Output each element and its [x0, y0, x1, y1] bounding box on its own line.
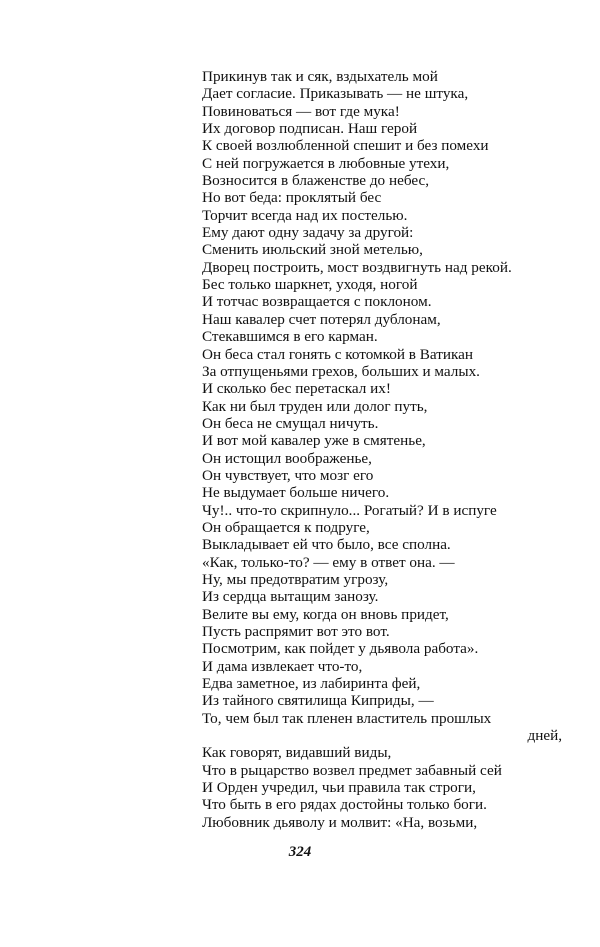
poem-line: И тотчас возвращается с поклоном.	[202, 293, 432, 311]
poem-line: Сменить июльский зной метелью,	[202, 241, 423, 259]
poem-text	[202, 68, 572, 831]
poem-line: Торчит всегда над их постелью.	[202, 206, 408, 224]
poem-line: Стекавшимся в его карман.	[202, 328, 378, 346]
poem-line: Дает согласие. Приказывать — не штука,	[202, 85, 469, 103]
poem-line: Как ни был труден или долог путь,	[202, 397, 428, 415]
poem-line: Как говорят, видавший виды,	[202, 744, 392, 762]
poem-line: Велите вы ему, когда он вновь придет,	[202, 605, 449, 623]
poem-line: Он обращается к подруге,	[202, 518, 370, 536]
poem-line: К своей возлюбленной спешит и без помехи	[202, 137, 489, 155]
poem-line: Пусть распрямит вот это вот.	[202, 623, 390, 640]
poem-line: Едва заметное, из лабиринта фей,	[202, 675, 421, 693]
poem-line: То, чем был так пленен властитель прошлых	[202, 709, 492, 727]
poem-line: Прикинув так и сяк, вздыхатель мой	[202, 68, 438, 85]
poem-line: И сколько бес перетаскал их!	[202, 380, 391, 398]
poem-line: Он чувствует, что мозг его	[202, 466, 374, 484]
poem-line: С ней погружается в любовные утехи,	[202, 154, 450, 172]
poem-line: Он беса стал гонять с котомкой в Ватикан	[202, 345, 473, 363]
poem-line: Повиноваться — вот где мука!	[202, 102, 400, 120]
poem-line: Но вот беда: проклятый бес	[202, 189, 382, 207]
poem-line: Из тайного святилища Киприды, —	[202, 692, 434, 710]
poem-line: Дворец построить, мост воздвигнуть над рекой.	[202, 258, 512, 276]
poem-line: Ну, мы предотвратим угрозу,	[202, 570, 389, 588]
poem-line: Посмотрим, как пойдет у дьявола работа».	[202, 640, 479, 658]
poem-line: Он истощил воображенье,	[202, 449, 372, 467]
page-number: 324	[288, 844, 312, 860]
poem-line: Из сердца вытащим занозу.	[202, 588, 379, 606]
poem-line: Возносится в блаженстве до небес,	[202, 172, 430, 190]
poem-line: Выкладывает ей что было, все сполна.	[202, 536, 451, 554]
poem-line-continuation: дней,	[527, 727, 562, 745]
poem-line: Бес только шаркнет, уходя, ногой	[202, 276, 418, 294]
poem-line: Что быть в его рядах достойны только боги.	[202, 796, 487, 814]
poem-line: Не выдумает больше ничего.	[202, 484, 390, 502]
poem-line: Любовник дьяволу и молвит: «На, возьми,	[202, 813, 478, 831]
poem-line: И Орден учредил, чьи правила так строги,	[202, 779, 476, 797]
poem-line: Что в рыцарство возвел предмет забавный сей	[202, 761, 502, 779]
poem-line: За отпущеньями грехов, больших и малых.	[202, 362, 480, 380]
poem-line: Наш кавалер счет потерял дублонам,	[202, 310, 441, 328]
poem-line: Ему дают одну задачу за другой:	[202, 224, 414, 242]
poem-line: Чу!.. что-то скрипнуло... Рогатый? И в испуге	[202, 501, 497, 519]
poem-line: «Как, только-то? — ему в ответ она. —	[202, 553, 455, 571]
poem-line: Их договор подписан. Наш герой	[202, 120, 418, 138]
poem-line: И дама извлекает что-то,	[202, 657, 363, 675]
poem-line: Он беса не смущал ничуть.	[202, 414, 379, 432]
poem-line: И вот мой кавалер уже в смятенье,	[202, 432, 426, 450]
